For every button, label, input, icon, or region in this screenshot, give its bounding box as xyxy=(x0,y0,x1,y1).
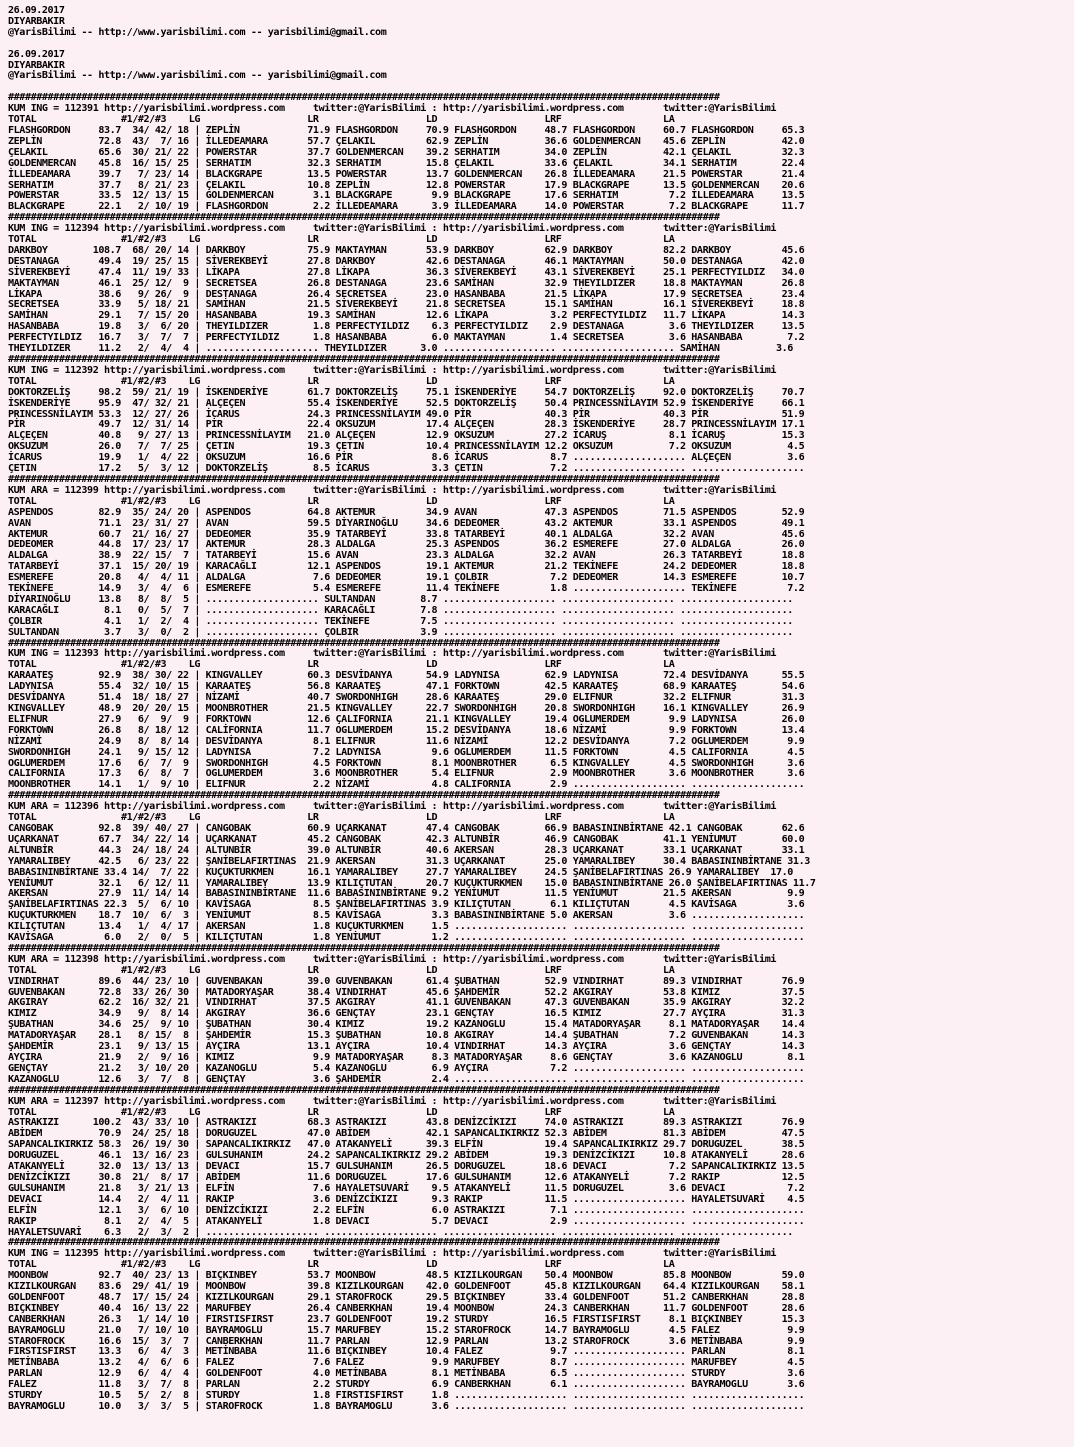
text-line: ŞAHDEMİR 23.1 9/ 13/ 15 | AYÇIRA 13.1 AYÇIRA 10.4 VINDIRHAT 14.3 AYÇIRA 3.6 GENÇTAY 14.3 xyxy=(8,1041,805,1053)
text-line: DORUGUZEL 46.1 13/ 16/ 23 | GULSUHANIM 24.2 SAPANCALIKIRKIZ 29.2 ABİDEM 19.3 DENİZCİKIZI 10.8 ATAKANYELİ 28.6 xyxy=(8,1150,805,1162)
text-line: İSKENDERİYE 95.9 47/ 32/ 21 | ALÇEÇEN 55.4 İSKENDERİYE 52.5 DOKTORZELİŞ 50.4 PRINCESSNİLAYIM 52.9 İSKENDERİYE 66.1 xyxy=(8,397,805,409)
text-line: MOONBROTHER 14.1 1/ 9/ 10 | ELIFNUR 2.2 NİZAMİ 4.8 CALIFORNIA 2.9 .................... .................... xyxy=(8,779,805,791)
text-line: DENİZCİKIZI 30.8 21/ 8/ 17 | ABİDEM 11.6 DORUGUZEL 17.6 GULSUHANIM 12.6 ATAKANYELİ 7.2 RAKIP 12.5 xyxy=(8,1171,805,1183)
separator-line: ############################################################################################################################## xyxy=(8,637,720,649)
race-header-line: KUM ING = 112391 http://yarisbilimi.wordpress.com twitter:@YarisBilimi : http://yarisbilimi.wordpress.com twitter:@YarisBilimi xyxy=(8,103,776,115)
text-line: @YarisBilimi -- http://www.yarisbilimi.com -- yarisbilimi@gmail.com xyxy=(8,26,387,38)
column-header-line: TOTAL #1/#2/#3 LG LR LD LRF LA xyxy=(8,1106,675,1118)
race-header-line: KUM ARA = 112398 http://yarisbilimi.wordpress.com twitter:@YarisBilimi : http://yarisbilimi.wordpress.com twitter:@YarisBilimi xyxy=(8,953,776,965)
text-line: DESTANAGA 49.4 19/ 25/ 15 | SİVEREKBEYİ 27.8 DARKBOY 42.6 DESTANAGA 46.1 MAKTAYMAN 50.0 DESTANAGA 42.0 xyxy=(8,255,805,267)
text-line: ATAKANYELİ 32.0 13/ 13/ 13 | DEVACI 15.7 GULSUHANIM 26.5 DORUGUZEL 18.6 DEVACI 7.2 SAPANCALIKIRKIZ 13.5 xyxy=(8,1161,805,1173)
column-header-line: TOTAL #1/#2/#3 LG LR LD LRF LA xyxy=(8,234,675,246)
text-line: TEKİNEFE 14.9 3/ 4/ 6 | ESMEREFE 5.4 ESMEREFE 11.4 TEKİNEFE 1.8 .................... TEKİNEFE 7.2 xyxy=(8,583,805,595)
text-line: SAPANCALIKIRKIZ 58.3 26/ 19/ 30 | SAPANCALIKIRKIZ 47.0 ATAKANYELİ 39.3 ELFİN 19.4 SAPANCALIKIRKIZ 29.7 DORUGUZEL 38.5 xyxy=(8,1139,805,1151)
column-header-line: TOTAL #1/#2/#3 LG LR LD LRF LA xyxy=(8,495,675,507)
text-line: OGLUMERDEM 17.6 6/ 7/ 9 | SWORDONHIGH 4.5 FORKTOWN 8.1 MOONBROTHER 6.5 KINGVALLEY 4.5 SWORDONHIGH 3.6 xyxy=(8,757,805,769)
column-header-line: TOTAL #1/#2/#3 LG LR LD LRF LA xyxy=(8,659,675,671)
column-header-line: TOTAL #1/#2/#3 LG LR LD LRF LA xyxy=(8,375,675,387)
text-line: YENİUMUT 32.1 6/ 12/ 11 | YAMARALIBEY 13.9 KILIÇTUTAN 20.7 KUÇUKTURKMEN 15.0 BABASININBİRTANE 26.0 ŞANİBELAFIRTINAS 11.7 xyxy=(8,877,816,889)
text-line: DIYARBAKIR xyxy=(8,15,65,27)
text-line: MOONBOW 92.7 40/ 23/ 13 | BIÇKINBEY 53.7 MOONBOW 48.5 KIZILKOURGAN 50.4 MOONBOW 85.8 MOONBOW 59.0 xyxy=(8,1270,805,1282)
text-line: RAKIP 8.1 2/ 4/ 5 | ATAKANYELİ 1.8 DEVACI 5.7 DEVACI 2.9 .................... .................... xyxy=(8,1215,805,1227)
text-line: ÇETIN 17.2 5/ 3/ 12 | DOKTORZELİŞ 8.5 İCARUS 3.3 ÇETIN 7.2 .................... .................... xyxy=(8,463,805,475)
text-line: POWERSTAR 33.5 12/ 13/ 15 | GOLDENMERCAN 3.1 BLACKGRAPE 9.9 BLACKGRAPE 17.6 SERHATIM 7.2 İLLEDEAMARA 13.5 xyxy=(8,190,805,202)
text-line: UÇARKANAT 67.7 34/ 22/ 14 | UÇARKANAT 45.2 CANGOBAK 42.3 ALTUNBİR 46.9 CANGOBAK 41.1 YENİUMUT 60.0 xyxy=(8,833,805,845)
text-line: ELIFNUR 27.9 6/ 9/ 9 | FORKTOWN 12.6 ÇALIFORNIA 21.1 KINGVALLEY 19.4 OGLUMERDEM 9.9 LADYNISA 26.0 xyxy=(8,713,805,725)
text-line: ELFİN 12.1 3/ 6/ 10 | DENİZCİKIZI 2.2 ELFİN 6.0 ASTRAKIZI 7.1 .................... .................... xyxy=(8,1204,805,1216)
text-line: BLACKGRAPE 22.1 2/ 10/ 19 | FLASHGORDON 2.2 İLLEDEAMARA 3.9 İLLEDEAMARA 14.0 POWERSTAR 7.2 BLACKGRAPE 11.7 xyxy=(8,201,805,213)
column-header-line: TOTAL #1/#2/#3 LG LR LD LRF LA xyxy=(8,964,675,976)
text-line: KILIÇTUTAN 13.4 1/ 4/ 17 | AKERSAN 1.8 KUÇUKTURKMEN 1.5 .................... .................... .................... xyxy=(8,921,805,933)
text-line: DOKTORZELİŞ 98.2 59/ 21/ 19 | İSKENDERİYE 61.7 DOKTORZELİŞ 75.1 İSKENDERİYE 54.7 DOKTORZELİŞ 92.0 DOKTORZELİŞ 70.7 xyxy=(8,386,805,398)
race-header-line: KUM ING = 112394 http://yarisbilimi.wordpress.com twitter:@YarisBilimi : http://yarisbilimi.wordpress.com twitter:@YarisBilimi xyxy=(8,223,776,235)
text-line: OKSUZUM 26.0 7/ 7/ 25 | ÇETIN 19.3 ÇETIN 10.4 PRINCESSNİLAYIM 12.2 OKSUZUM 7.2 OKSUZUM 4.5 xyxy=(8,441,805,453)
text-line: HAYALETSUVARİ 6.3 2/ 3/ 2 | .................... .................... .................... .................... .................... xyxy=(8,1226,793,1238)
race-header-line: KUM ARA = 112396 http://yarisbilimi.wordpress.com twitter:@YarisBilimi : http://yarisbilimi.wordpress.com twitter:@YarisBilimi xyxy=(8,801,776,813)
text-line: DARKBOY 108.7 68/ 20/ 14 | DARKBOY 75.9 MAKTAYMAN 53.9 DARKBOY 62.9 DARKBOY 82.2 DARKBOY 45.6 xyxy=(8,244,805,256)
text-line: AVAN 71.1 23/ 31/ 27 | AVAN 59.5 DİYARINOĞLU 34.6 DEDEOMER 43.2 AKTEMUR 33.1 ASPENDOS 49.1 xyxy=(8,517,805,529)
text-line: GOLDENMERCAN 45.8 16/ 15/ 25 | SERHATIM 32.3 SERHATIM 15.8 ÇELAKIL 33.6 ÇELAKIL 34.1 SERHATIM 22.4 xyxy=(8,157,805,169)
text-line: PERFECTYILDIZ 16.7 3/ 7/ 7 | PERFECTYILDIZ 1.8 HASANBABA 6.0 MAKTAYMAN 1.4 SECRETSEA 3.6 HASANBABA 7.2 xyxy=(8,332,805,344)
text-line: ABİDEM 70.9 24/ 25/ 18 | DORUGUZEL 47.0 ABİDEM 42.1 SAPANCALIKIRKIZ 52.3 ABİDEM 81.3 ABİDEM 47.5 xyxy=(8,1128,805,1140)
text-line: KINGVALLEY 48.9 20/ 20/ 15 | MOONBROTHER 21.5 KINGVALLEY 22.7 SWORDONHIGH 20.8 SWORDONHIGH 16.1 KINGVALLEY 26.9 xyxy=(8,703,805,714)
text-line: MATADORYAŞAR 28.1 8/ 15/ 8 | ŞAHDEMİR 15.3 ŞUBATHAN 10.8 AKGIRAY 14.4 ŞUBATHAN 7.2 GUVENBAKAN 14.3 xyxy=(8,1030,805,1042)
text-line: SERHATIM 37.7 8/ 21/ 23 | ÇELAKIL 10.8 ZEPLİN 12.8 POWERSTAR 17.9 BLACKGRAPE 13.5 GOLDENMERCAN 20.6 xyxy=(8,179,805,191)
text-line: KAZANOGLU 12.6 3/ 7/ 8 | GENÇTAY 3.6 ŞAHDEMİR 2.4 .................... .................... .................... xyxy=(8,1073,805,1085)
text-line: DESVİDANYA 51.4 18/ 18/ 27 | NİZAMİ 40.7 SWORDONHIGH 28.6 KARAATEŞ 29.0 ELIFNUR 32.2 ELIFNUR 31.3 xyxy=(8,692,805,704)
text-line: YAMARALIBEY 42.5 6/ 23/ 22 | ŞANİBELAFIRTINAS 21.9 AKERSAN 31.3 UÇARKANAT 25.0 YAMARALIBEY 30.4 BABASININBİRTANE 31.3 xyxy=(8,855,810,867)
text-line: KARACAĞLI 8.1 0/ 5/ 7 | .................... KARACAĞLI 7.8 .................... .................... .................... xyxy=(8,604,793,616)
text-line: CANGOBAK 92.8 39/ 40/ 27 | CANGOBAK 60.9 UÇARKANAT 47.4 CANGOBAK 66.9 BABASININBİRTANE 42.1 CANGOBAK 62.6 xyxy=(8,822,805,834)
text-line: İCARUS 19.9 1/ 4/ 22 | OKSUZUM 16.6 PİR 8.6 İCARUS 8.7 .................... ALÇEÇEN 3.6 xyxy=(8,452,805,464)
text-line: KAVİSAGA 6.0 2/ 0/ 5 | KILIÇTUTAN 1.8 YENİUMUT 1.2 .................... .................... .................... xyxy=(8,932,805,944)
text-line: ÇOLBIR 4.1 1/ 2/ 4 | .................... TEKİNEFE 7.5 .................... .................... .................... xyxy=(8,615,793,627)
text-line: SAMİHAN 29.1 7/ 15/ 20 | HASANBABA 19.3 SAMİHAN 12.6 LİKAPA 3.2 PERFECTYILDIZ 11.7 LİKAPA 14.3 xyxy=(8,310,805,322)
text-line: BIÇKINBEY 40.4 16/ 13/ 22 | MARUFBEY 26.4 CANBERKHAN 19.4 MOONBOW 24.3 CANBERKHAN 11.7 GOLDENFOOT 28.6 xyxy=(8,1302,805,1314)
text-line: KIMIZ 34.9 9/ 8/ 14 | AKGIRAY 36.6 GENÇTAY 23.1 GENÇTAY 16.5 KIMIZ 27.7 AYÇIRA 31.3 xyxy=(8,1008,805,1020)
separator-line: ############################################################################################################################## xyxy=(8,473,720,485)
separator-line: ############################################################################################################################## xyxy=(8,212,720,224)
text-line: THEYILDIZER 11.2 2/ 4/ 4 | .................... THEYILDIZER 3.0 .................... .................... SAMİHAN 3.6 xyxy=(8,343,793,355)
column-header-line: TOTAL #1/#2/#3 LG LR LD LRF LA xyxy=(8,114,675,126)
text-line: MAKTAYMAN 46.1 25/ 12/ 9 | SECRETSEA 26.8 DESTANAGA 23.6 SAMİHAN 32.9 THEYILDIZER 18.8 MAKTAYMAN 26.8 xyxy=(8,277,805,289)
text-line: KUÇUKTURKMEN 18.7 10/ 6/ 3 | YENİUMUT 8.5 KAVİSAGA 3.3 BABASININBİRTANE 5.0 AKERSAN 3.6 .................... xyxy=(8,910,805,922)
text-line: LİKAPA 38.6 9/ 26/ 9 | DESTANAGA 26.4 SECRETSEA 23.0 HASANBABA 21.5 LİKAPA 17.9 SECRETSEA 23.4 xyxy=(8,288,805,300)
column-header-line: TOTAL #1/#2/#3 LG LR LD LRF LA xyxy=(8,1259,675,1271)
text-line: ALDALGA 38.9 22/ 15/ 7 | TATARBEYİ 15.6 AVAN 23.3 ALDALGA 32.2 AVAN 26.3 TATARBEYİ 18.8 xyxy=(8,550,805,562)
text-line: SWORDONHIGH 24.1 9/ 15/ 12 | LADYNISA 7.2 LADYNISA 9.6 OGLUMERDEM 11.5 FORKTOWN 4.5 CALIFORNIA 4.5 xyxy=(8,746,805,758)
text-line: ASPENDOS 82.9 35/ 24/ 20 | ASPENDOS 64.8 AKTEMUR 34.9 AVAN 47.3 ASPENDOS 71.5 ASPENDOS 52.9 xyxy=(8,506,805,518)
text-line: GULSUHANIM 21.8 3/ 21/ 13 | ELFİN 7.6 HAYALETSUVARİ 9.5 ATAKANYELİ 11.5 DORUGUZEL 3.6 DEVACI 7.2 xyxy=(8,1182,805,1194)
text-line: ASTRAKIZI 100.2 43/ 33/ 10 | ASTRAKIZI 68.3 ASTRAKIZI 43.8 DENİZCİKIZI 74.0 ASTRAKIZI 89.3 ASTRAKIZI 76.9 xyxy=(8,1117,805,1129)
text-line: DİYARINOĞLU 13.8 8/ 8/ 5 | .................... SULTANDAN 8.7 .................... .................... .................... xyxy=(8,593,793,605)
text-line: ESMEREFE 20.8 4/ 4/ 11 | ALDALGA 7.6 DEDEOMER 19.1 ÇOLBIR 7.2 DEDEOMER 14.3 ESMEREFE 10.7 xyxy=(8,572,805,584)
text-line: TATARBEYİ 37.1 15/ 20/ 19 | KARACAĞLI 12.1 ASPENDOS 19.1 AKTEMUR 21.2 TEKİNEFE 24.2 DEDEOMER 18.8 xyxy=(8,561,805,573)
text-line: 26.09.2017 xyxy=(8,6,65,16)
text-line: FLASHGORDON 83.7 34/ 42/ 18 | ZEPLİN 71.9 FLASHGORDON 70.9 FLASHGORDON 48.7 FLASHGORDON 60.7 FLASHGORDON 65.3 xyxy=(8,124,805,136)
race-header-line: KUM ING = 112395 http://yarisbilimi.wordpress.com twitter:@YarisBilimi : http://yarisbilimi.wordpress.com twitter:@YarisBilimi xyxy=(8,1248,776,1260)
text-line: VINDIRHAT 89.6 44/ 23/ 10 | GUVENBAKAN 39.0 GUVENBAKAN 61.4 ŞUBATHAN 52.9 VINDIRHAT 89.3 VINDIRHAT 76.9 xyxy=(8,975,805,987)
text-line: FALEZ 11.8 3/ 7/ 8 | PARLAN 2.2 STURDY 6.9 CANBERKHAN 6.1 .................... BAYRAMOGLU 3.6 xyxy=(8,1379,805,1391)
text-line: PRINCESSNİLAYIM 53.3 12/ 27/ 26 | İCARUS 24.3 PRINCESSNİLAYIM 49.0 PİR 40.3 PİR 40.3 PİR 51.9 xyxy=(8,408,805,420)
text-line: HASANBABA 19.8 3/ 6/ 20 | THEYILDIZER 1.8 PERFECTYILDIZ 6.3 PERFECTYILDIZ 2.9 DESTANAGA 3.6 THEYILDIZER 13.5 xyxy=(8,321,805,333)
text-line: DEDEOMER 44.8 17/ 23/ 17 | AKTEMUR 28.3 ALDALGA 25.3 ASPENDOS 36.2 ESMEREFE 27.0 ALDALGA 26.0 xyxy=(8,539,805,551)
text-line: STAROFROCK 16.6 15/ 3/ 7 | CANBERKHAN 11.7 PARLAN 12.9 PARLAN 13.2 STAROFROCK 3.6 METİNBABA 9.9 xyxy=(8,1335,805,1347)
text-line: 26.09.2017 xyxy=(8,48,65,60)
text-line: STURDY 10.5 5/ 2/ 8 | STURDY 1.8 FIRSTISFIRST 1.8 .................... .................... .................... xyxy=(8,1390,805,1402)
text-line: İLLEDEAMARA 39.7 7/ 23/ 14 | BLACKGRAPE 13.5 POWERSTAR 13.7 GOLDENMERCAN 26.8 İLLEDEAMARA 21.5 POWERSTAR 21.4 xyxy=(8,168,805,180)
text-line: PİR 49.7 12/ 31/ 14 | PİR 22.4 OKSUZUM 17.4 ALÇEÇEN 28.3 İSKENDERİYE 28.7 PRINCESSNİLAYIM 17.1 xyxy=(8,419,805,431)
separator-line: ############################################################################################################################## xyxy=(8,92,720,104)
separator-line: ############################################################################################################################## xyxy=(8,1237,720,1249)
race-report-text xyxy=(8,6,1066,1441)
separator-line: ############################################################################################################################## xyxy=(8,1084,720,1096)
text-line: AYÇIRA 21.9 2/ 9/ 16 | KIMIZ 9.9 MATADORYAŞAR 8.3 MATADORYAŞAR 8.6 GENÇTAY 3.6 KAZANOGLU 8.1 xyxy=(8,1052,805,1063)
text-line: PARLAN 12.9 6/ 4/ 4 | GOLDENFOOT 4.0 METİNBABA 8.1 METİNBABA 6.5 .................... STURDY 3.6 xyxy=(8,1368,805,1380)
separator-line: ############################################################################################################################## xyxy=(8,790,720,802)
text-line: ALÇEÇEN 40.8 9/ 27/ 13 | PRINCESSNİLAYIM 21.0 ALÇEÇEN 12.9 OKSUZUM 27.2 İCARUŞ 8.1 İCARUŞ 15.3 xyxy=(8,430,805,442)
text-line: @YarisBilimi -- http://www.yarisbilimi.com -- yarisbilimi@gmail.com xyxy=(8,70,387,82)
text-line: ŞANİBELAFIRTINAS 22.3 5/ 6/ 10 | KAVİSAGA 8.5 ŞANİBELAFIRTINAS 3.9 KILIÇTUTAN 6.1 KILIÇTUTAN 4.5 KAVİSAGA 3.6 xyxy=(8,899,805,911)
text-line: FIRSTISFIRST 13.3 6/ 4/ 3 | METİNBABA 11.6 BIÇKINBEY 10.4 FALEZ 9.7 .................... PARLAN 8.1 xyxy=(8,1346,805,1358)
text-line: SULTANDAN 3.7 3/ 0/ 2 | .................... ÇOLBIR 3.9 .................... .................... .................... xyxy=(8,626,793,638)
text-line: ÇELAKIL 65.6 30/ 21/ 22 | POWERSTAR 37.7 GOLDENMERCAN 39.2 SERHATIM 34.0 ZEPLİN 42.1 ÇELAKIL 32.3 xyxy=(8,146,805,158)
text-line: GENÇTAY 21.2 3/ 10/ 20 | KAZANOGLU 5.4 KAZANOGLU 6.9 AYÇIRA 7.2 .................... .................... xyxy=(8,1062,805,1074)
text-line: NİZAMİ 24.9 8/ 8/ 14 | DESVİDANYA 8.1 ELIFNUR 11.6 NİZAMİ 12.2 DESVİDANYA 7.2 OGLUMERDEM 9.9 xyxy=(8,735,805,747)
text-line: SECRETSEA 33.9 5/ 18/ 21 | SAMİHAN 21.5 SİVEREKBEYİ 21.8 SECRETSEA 15.1 SAMİHAN 16.1 SİVEREKBEYİ 18.8 xyxy=(8,299,805,311)
text-line: SİVEREKBEYİ 47.4 11/ 19/ 33 | LİKAPA 27.8 LİKAPA 36.3 SİVEREKBEYİ 43.1 SİVEREKBEYİ 25.1 PERFECTYILDIZ 34.0 xyxy=(8,266,805,278)
text-line: BAYRAMOGLU 21.0 7/ 10/ 10 | BAYRAMOGLU 15.7 MARUFBEY 15.2 STAROFROCK 14.7 BAYRAMOGLU 4.5 FALEZ 9.9 xyxy=(8,1324,805,1336)
text-line: BAYRAMOGLU 10.0 3/ 3/ 5 | STAROFROCK 1.8 BAYRAMOGLU 3.6 .................... .................... .................... xyxy=(8,1401,805,1412)
race-header-line: KUM ARA = 112399 http://yarisbilimi.wordpress.com twitter:@YarisBilimi : http://yarisbilimi.wordpress.com twitter:@YarisBilimi xyxy=(8,484,776,496)
text-line: BABASININBİRTANE 33.4 14/ 7/ 22 | KUÇUKTURKMEN 16.1 YAMARALIBEY 27.7 YAMARALIBEY 24.5 ŞANİBELAFIRTINAS 26.9 YAMARALIBEY 17.0 xyxy=(8,866,793,878)
text-line: AKERSAN 27.9 11/ 14/ 14 | BABASININBİRTANE 11.6 BABASININBİRTANE 9.2 YENİUMUT 11.5 YENİUMUT 21.5 AKERSAN 9.9 xyxy=(8,888,805,900)
text-line: METİNBABA 13.2 4/ 6/ 6 | FALEZ 7.6 FALEZ 9.9 MARUFBEY 8.7 .................... MARUFBEY 4.5 xyxy=(8,1357,805,1369)
text-line: KIZILKOURGAN 83.6 29/ 41/ 19 | MOONBOW 39.8 KIZILKOURGAN 42.0 GOLDENFOOT 45.8 KIZILKOURGAN 64.4 KIZILKOURGAN 58.1 xyxy=(8,1281,805,1293)
text-line: ŞUBATHAN 34.6 25/ 9/ 10 | ŞUBATHAN 30.4 KIMIZ 19.2 KAZANOGLU 15.4 MATADORYAŞAR 8.1 MATADORYAŞAR 14.4 xyxy=(8,1019,805,1031)
text-line: AKGIRAY 62.2 16/ 32/ 21 | VINDIRHAT 37.5 AKGIRAY 41.1 GUVENBAKAN 47.3 GUVENBAKAN 35.9 AKGIRAY 32.2 xyxy=(8,997,805,1009)
text-line: GOLDENFOOT 48.7 17/ 15/ 24 | KIZILKOURGAN 29.1 STAROFROCK 29.5 BIÇKINBEY 33.4 GOLDENFOOT 51.2 CANBERKHAN 28.8 xyxy=(8,1291,805,1303)
separator-line: ############################################################################################################################## xyxy=(8,942,720,954)
text-line: DEVACI 14.4 2/ 4/ 11 | RAKIP 3.6 DENİZCİKIZI 9.3 RAKIP 11.5 .................... HAYALETSUVARİ 4.5 xyxy=(8,1193,805,1205)
text-line: AKTEMUR 60.7 21/ 16/ 27 | DEDEOMER 35.9 TATARBEYİ 33.8 TATARBEYİ 40.1 ALDALGA 32.2 AVAN 45.6 xyxy=(8,528,805,540)
race-header-line: KUM ARA = 112397 http://yarisbilimi.wordpress.com twitter:@YarisBilimi : http://yarisbilimi.wordpress.com twitter:@YarisBilimi xyxy=(8,1095,776,1107)
text-line: CALIFORNIA 17.3 6/ 8/ 7 | OGLUMERDEM 3.6 MOONBROTHER 5.4 ELIFNUR 2.9 MOONBROTHER 3.6 MOONBROTHER 3.6 xyxy=(8,768,805,780)
separator-line: ############################################################################################################################## xyxy=(8,354,720,365)
column-header-line: TOTAL #1/#2/#3 LG LR LD LRF LA xyxy=(8,812,675,824)
text-line: KARAATEŞ 92.9 38/ 30/ 22 | KINGVALLEY 60.3 DESVİDANYA 54.9 LADYNISA 62.9 LADYNISA 72.4 DESVİDANYA 55.5 xyxy=(8,670,805,682)
text-line: CANBERKHAN 26.3 1/ 14/ 10 | FIRSTISFIRST 23.7 GOLDENFOOT 19.2 STURDY 16.5 FIRSTISFIRST 8.1 BIÇKINBEY 15.3 xyxy=(8,1313,805,1325)
text-line: DIYARBAKIR xyxy=(8,59,65,71)
text-line: LADYNISA 55.4 32/ 10/ 15 | KARAATEŞ 56.8 KARAATEŞ 47.1 FORKTOWN 42.5 KARAATEŞ 68.9 KARAATEŞ 54.6 xyxy=(8,681,805,693)
text-line: FORKTOWN 26.8 8/ 18/ 12 | CALİFORNIA 11.7 OGLUMERDEM 15.2 DESVİDANYA 18.6 NİZAMİ 9.9 FORKTOWN 13.4 xyxy=(8,724,805,736)
blank-line xyxy=(8,39,1066,50)
race-header-line: KUM ING = 112393 http://yarisbilimi.wordpress.com twitter:@YarisBilimi : http://yarisbilimi.wordpress.com twitter:@YarisBilimi xyxy=(8,648,776,660)
text-line: ALTUNBİR 44.3 24/ 18/ 24 | ALTUNBİR 39.0 ALTUNBİR 40.6 AKERSAN 28.3 UÇARKANAT 33.1 UÇARKANAT 33.1 xyxy=(8,844,805,856)
race-header-line: KUM ING = 112392 http://yarisbilimi.wordpress.com twitter:@YarisBilimi : http://yarisbilimi.wordpress.com twitter:@YarisBilimi xyxy=(8,364,776,376)
text-line: GUVENBAKAN 72.8 33/ 26/ 30 | MATADORYAŞAR 38.4 VINDIRHAT 45.6 ŞAHDEMİR 52.2 AKGIRAY 53.8 KIMIZ 37.5 xyxy=(8,986,805,998)
text-line: ZEPLİN 72.8 43/ 7/ 16 | İLLEDEAMARA 57.7 ÇELAKIL 62.9 ZEPLİN 36.6 GOLDENMERCAN 45.6 ZEPLİN 42.0 xyxy=(8,135,805,147)
